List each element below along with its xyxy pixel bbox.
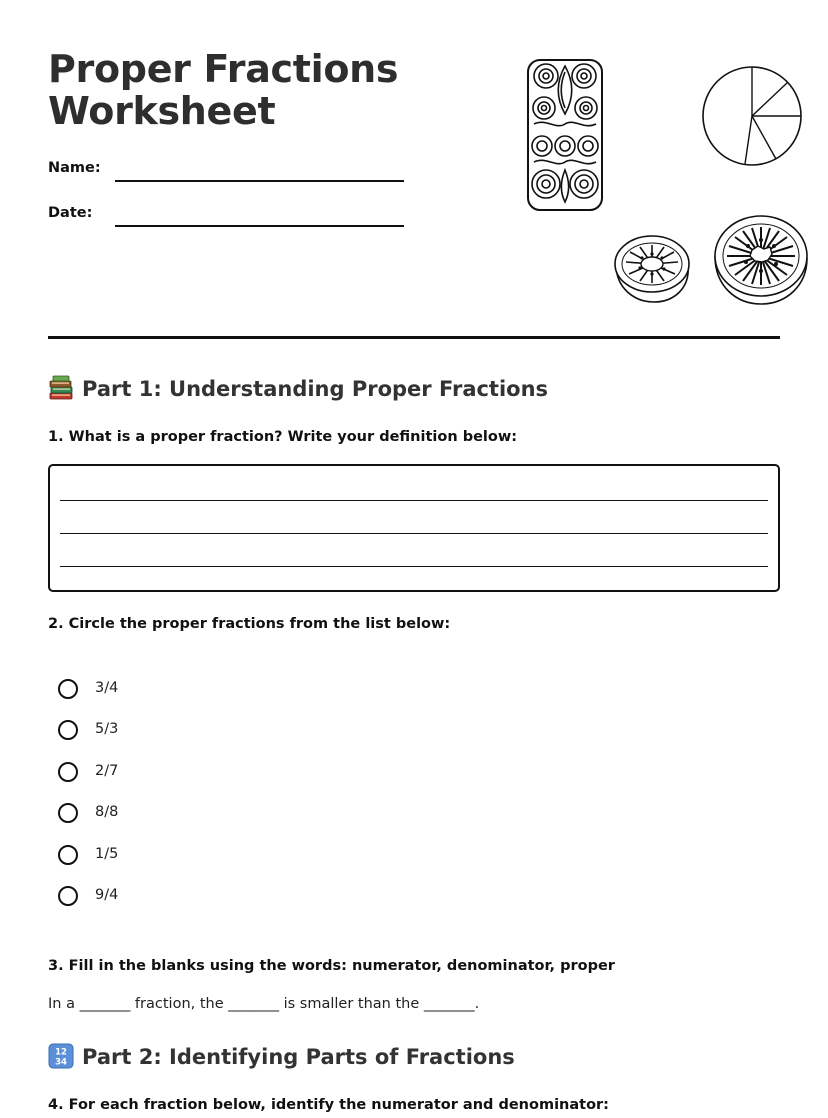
fraction-option[interactable] [56,842,356,883]
name-field[interactable] [48,160,408,190]
part2-title: Part 2: Identifying Parts of Fractions [82,1045,515,1069]
option-circle[interactable] [58,845,78,865]
date-field[interactable] [48,205,408,235]
carved-column-illustration [526,58,604,212]
fraction-option[interactable] [56,676,356,717]
answer-line [60,533,768,534]
name-line[interactable] [115,180,404,182]
kiwi-half-small-illustration [612,232,692,304]
worksheet-page [48,0,780,1118]
svg-text:34: 34 [55,1057,67,1068]
definition-answer-box[interactable] [48,464,780,592]
svg-text:12: 12 [55,1047,67,1058]
answer-line [60,566,768,567]
fraction-options-list [56,676,356,924]
fraction-option[interactable] [56,759,356,800]
answer-line [60,500,768,501]
option-circle[interactable] [58,803,78,823]
option-label: 1/5 [95,845,119,862]
fill-in-sentence: In a _______ fraction, the _______ is smaller than the _______. [48,996,480,1012]
header-divider [48,336,780,339]
part1-title: Part 1: Understanding Proper Fractions [82,377,549,401]
question-3: 3. Fill in the blanks using the words: numerator, denominator, proper [48,958,615,974]
option-circle[interactable] [58,886,78,906]
option-label: 9/4 [95,886,119,903]
option-label: 8/8 [95,804,119,821]
name-label: Name: [48,160,101,176]
numbers-1234-icon [48,1043,74,1069]
illustrations [522,56,782,308]
option-circle[interactable] [58,720,78,740]
part2-heading [48,1043,515,1069]
fraction-pie-illustration [700,64,804,168]
date-line[interactable] [115,225,404,227]
option-circle[interactable] [58,679,78,699]
part1-heading [48,375,548,401]
fraction-option[interactable] [56,800,356,841]
option-label: 3/4 [95,680,119,696]
kiwi-half-large-illustration [712,214,810,306]
option-circle[interactable] [58,762,78,782]
date-label: Date: [48,205,93,221]
question-2: 2. Circle the proper fractions from the list below: [48,616,451,632]
books-icon [48,375,74,401]
question-4: 4. For each fraction below, identify the numerator and denominator: [48,1097,609,1113]
title-line-2: Worksheet [48,89,276,133]
fraction-option[interactable] [56,883,356,924]
option-label: 2/7 [95,762,119,779]
fraction-option[interactable] [56,717,356,758]
title-line-1: Proper Fractions [48,47,399,91]
question-1: 1. What is a proper fraction? Write your definition below: [48,429,518,445]
option-label: 5/3 [95,721,119,738]
page-title [48,48,488,132]
